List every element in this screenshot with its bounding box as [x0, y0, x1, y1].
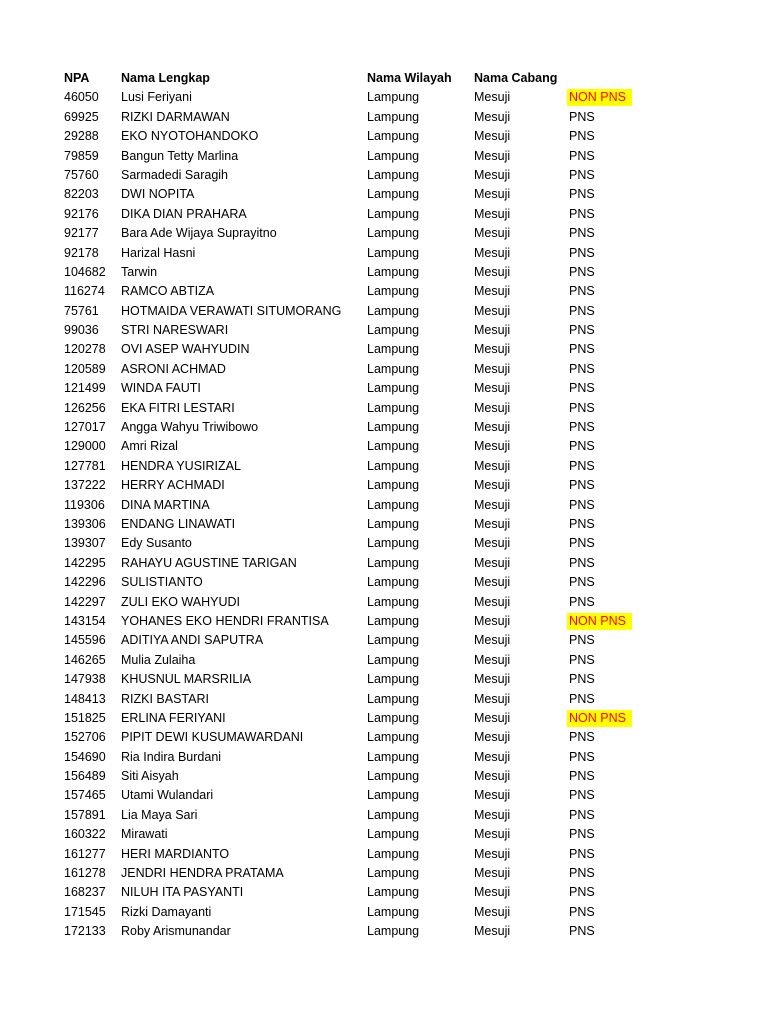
cell-wilayah: Lampung: [367, 885, 420, 900]
cell-wilayah: Lampung: [367, 245, 420, 260]
cell-cabang: Mesuji: [474, 594, 511, 609]
cell-status: PNS: [569, 730, 595, 745]
cell-status: PNS: [569, 187, 595, 202]
cell-npa: 139306: [64, 516, 106, 531]
cell-wilayah: Lampung: [367, 497, 420, 512]
cell-cabang: Mesuji: [474, 245, 511, 260]
cell-nama: HERRY ACHMADI: [121, 478, 225, 493]
cell-nama: Roby Arismunandar: [121, 924, 231, 939]
cell-status: PNS: [569, 400, 595, 415]
table-row: [0, 437, 768, 456]
cell-nama: Lusi Feriyani: [121, 90, 192, 105]
cell-wilayah: Lampung: [367, 420, 420, 435]
cell-npa: 29288: [64, 129, 99, 144]
cell-cabang: Mesuji: [474, 109, 511, 124]
cell-nama: WINDA FAUTI: [121, 381, 201, 396]
cell-cabang: Mesuji: [474, 749, 511, 764]
cell-wilayah: Lampung: [367, 788, 420, 803]
cell-npa: 156489: [64, 769, 106, 784]
table-row: [0, 845, 768, 864]
cell-wilayah: Lampung: [367, 924, 420, 939]
cell-status: PNS: [569, 439, 595, 454]
cell-npa: 157465: [64, 788, 106, 803]
cell-nama: EKO NYOTOHANDOKO: [121, 129, 259, 144]
cell-npa: 119306: [64, 497, 105, 512]
cell-cabang: Mesuji: [474, 497, 511, 512]
table-row: [0, 786, 768, 805]
table-row: [0, 224, 768, 243]
cell-cabang: Mesuji: [474, 478, 511, 493]
cell-nama: Amri Rizal: [121, 439, 178, 454]
cell-status: PNS: [569, 361, 595, 376]
cell-status: PNS: [569, 633, 595, 648]
cell-wilayah: Lampung: [367, 749, 420, 764]
cell-npa: 127781: [64, 458, 106, 473]
cell-wilayah: Lampung: [367, 439, 420, 454]
header-nama-cabang: Nama Cabang: [474, 71, 558, 85]
cell-nama: Siti Aisyah: [121, 769, 179, 784]
table-row: [0, 573, 768, 592]
cell-npa: 82203: [64, 187, 99, 202]
cell-npa: 69925: [64, 109, 99, 124]
cell-nama: Utami Wulandari: [121, 788, 214, 803]
cell-npa: 120278: [64, 342, 106, 357]
cell-npa: 126256: [64, 400, 106, 415]
cell-cabang: Mesuji: [474, 846, 511, 861]
cell-status: PNS: [569, 284, 595, 299]
cell-status: PNS: [569, 846, 595, 861]
cell-status: PNS: [569, 672, 595, 687]
cell-nama: EKA FITRI LESTARI: [121, 400, 235, 415]
cell-status: PNS: [569, 148, 595, 163]
cell-status: NON PNS: [567, 710, 632, 727]
cell-cabang: Mesuji: [474, 400, 511, 415]
table-row: [0, 903, 768, 922]
cell-nama: Mirawati: [121, 827, 168, 842]
cell-status: PNS: [569, 497, 595, 512]
cell-wilayah: Lampung: [367, 516, 420, 531]
cell-npa: 146265: [64, 652, 106, 667]
cell-status: PNS: [569, 788, 595, 803]
table-row: [0, 883, 768, 902]
cell-nama: RAHAYU AGUSTINE TARIGAN: [121, 555, 297, 570]
cell-cabang: Mesuji: [474, 652, 511, 667]
cell-cabang: Mesuji: [474, 672, 511, 687]
cell-npa: 75761: [64, 303, 99, 318]
cell-wilayah: Lampung: [367, 129, 420, 144]
cell-status: NON PNS: [567, 89, 632, 106]
cell-cabang: Mesuji: [474, 691, 511, 706]
cell-nama: RIZKI BASTARI: [121, 691, 209, 706]
cell-nama: RIZKI DARMAWAN: [121, 109, 230, 124]
table-row: [0, 476, 768, 495]
cell-cabang: Mesuji: [474, 187, 511, 202]
cell-npa: 172133: [64, 924, 106, 939]
table-row: [0, 166, 768, 185]
cell-npa: 151825: [64, 710, 106, 725]
cell-npa: 143154: [64, 613, 106, 628]
cell-nama: ENDANG LINAWATI: [121, 516, 236, 531]
cell-cabang: Mesuji: [474, 613, 511, 628]
cell-wilayah: Lampung: [367, 361, 420, 376]
cell-wilayah: Lampung: [367, 458, 420, 473]
cell-wilayah: Lampung: [367, 187, 420, 202]
cell-cabang: Mesuji: [474, 575, 511, 590]
cell-nama: DWI NOPITA: [121, 187, 195, 202]
cell-wilayah: Lampung: [367, 109, 420, 124]
header-nama-lengkap: Nama Lengkap: [121, 71, 210, 85]
cell-status: PNS: [569, 226, 595, 241]
table-row: [0, 321, 768, 340]
cell-wilayah: Lampung: [367, 652, 420, 667]
cell-wilayah: Lampung: [367, 633, 420, 648]
cell-wilayah: Lampung: [367, 148, 420, 163]
table-row: [0, 864, 768, 883]
cell-wilayah: Lampung: [367, 769, 420, 784]
cell-cabang: Mesuji: [474, 555, 511, 570]
cell-npa: 161278: [64, 866, 106, 881]
table-row: [0, 825, 768, 844]
cell-npa: 154690: [64, 749, 106, 764]
cell-status: PNS: [569, 303, 595, 318]
member-table: [0, 69, 768, 942]
cell-npa: 46050: [64, 90, 99, 105]
table-row: [0, 767, 768, 786]
table-row: [0, 418, 768, 437]
cell-npa: 79859: [64, 148, 99, 163]
table-row: [0, 88, 768, 107]
cell-wilayah: Lampung: [367, 613, 420, 628]
cell-status: PNS: [569, 555, 595, 570]
cell-wilayah: Lampung: [367, 866, 420, 881]
cell-wilayah: Lampung: [367, 691, 420, 706]
cell-status: PNS: [569, 904, 595, 919]
cell-npa: 75760: [64, 167, 99, 182]
cell-cabang: Mesuji: [474, 206, 511, 221]
cell-nama: ERLINA FERIYANI: [121, 710, 226, 725]
cell-nama: STRI NARESWARI: [121, 323, 229, 338]
cell-nama: HENDRA YUSIRIZAL: [121, 458, 241, 473]
table-row: [0, 360, 768, 379]
cell-cabang: Mesuji: [474, 381, 511, 396]
cell-npa: 168237: [64, 885, 106, 900]
table-row: [0, 534, 768, 553]
cell-status: PNS: [569, 109, 595, 124]
cell-wilayah: Lampung: [367, 730, 420, 745]
cell-npa: 127017: [64, 420, 106, 435]
table-row: [0, 922, 768, 941]
cell-cabang: Mesuji: [474, 633, 511, 648]
cell-npa: 148413: [64, 691, 106, 706]
cell-cabang: Mesuji: [474, 885, 511, 900]
cell-cabang: Mesuji: [474, 284, 511, 299]
table-row: [0, 631, 768, 650]
cell-status: PNS: [569, 885, 595, 900]
cell-npa: 120589: [64, 361, 106, 376]
cell-npa: 104682: [64, 264, 106, 279]
cell-cabang: Mesuji: [474, 264, 511, 279]
cell-status: PNS: [569, 420, 595, 435]
cell-wilayah: Lampung: [367, 323, 420, 338]
cell-npa: 161277: [64, 846, 106, 861]
cell-cabang: Mesuji: [474, 129, 511, 144]
header-npa: NPA: [64, 71, 90, 85]
cell-cabang: Mesuji: [474, 167, 511, 182]
cell-wilayah: Lampung: [367, 381, 420, 396]
cell-npa: 121499: [64, 381, 106, 396]
cell-nama: Sarmadedi Saragih: [121, 167, 229, 182]
table-row: [0, 651, 768, 670]
cell-npa: 116274: [64, 284, 105, 299]
cell-wilayah: Lampung: [367, 90, 420, 105]
cell-npa: 92178: [64, 245, 99, 260]
cell-nama: Edy Susanto: [121, 536, 192, 551]
cell-cabang: Mesuji: [474, 148, 511, 163]
cell-nama: NILUH ITA PASYANTI: [121, 885, 244, 900]
table-row: [0, 108, 768, 127]
cell-npa: 157891: [64, 807, 106, 822]
cell-status: PNS: [569, 516, 595, 531]
cell-npa: 129000: [64, 439, 106, 454]
cell-cabang: Mesuji: [474, 303, 511, 318]
cell-nama: DIKA DIAN PRAHARA: [121, 206, 247, 221]
cell-status: PNS: [569, 691, 595, 706]
cell-npa: 142296: [64, 575, 106, 590]
table-row: [0, 340, 768, 359]
cell-nama: RAMCO ABTIZA: [121, 284, 215, 299]
table-row: [0, 263, 768, 282]
cell-cabang: Mesuji: [474, 710, 511, 725]
cell-wilayah: Lampung: [367, 303, 420, 318]
cell-npa: 152706: [64, 730, 106, 745]
cell-status: PNS: [569, 924, 595, 939]
cell-cabang: Mesuji: [474, 226, 511, 241]
cell-wilayah: Lampung: [367, 284, 420, 299]
header-nama-wilayah: Nama Wilayah: [367, 71, 452, 85]
cell-cabang: Mesuji: [474, 361, 511, 376]
table-row: [0, 496, 768, 515]
cell-status: PNS: [569, 807, 595, 822]
cell-wilayah: Lampung: [367, 555, 420, 570]
cell-cabang: Mesuji: [474, 827, 511, 842]
table-row: [0, 728, 768, 747]
cell-npa: 92176: [64, 206, 99, 221]
cell-status: PNS: [569, 575, 595, 590]
cell-npa: 92177: [64, 226, 99, 241]
cell-cabang: Mesuji: [474, 90, 511, 105]
cell-nama: HOTMAIDA VERAWATI SITUMORANG: [121, 303, 342, 318]
table-row: [0, 185, 768, 204]
cell-status: PNS: [569, 167, 595, 182]
cell-status: PNS: [569, 206, 595, 221]
cell-status: PNS: [569, 594, 595, 609]
cell-nama: ASRONI ACHMAD: [121, 361, 226, 376]
cell-cabang: Mesuji: [474, 807, 511, 822]
cell-status: PNS: [569, 478, 595, 493]
cell-wilayah: Lampung: [367, 342, 420, 357]
cell-status: PNS: [569, 866, 595, 881]
table-row: [0, 612, 768, 631]
cell-status: PNS: [569, 323, 595, 338]
cell-status: PNS: [569, 381, 595, 396]
table-row: [0, 282, 768, 301]
table-row: [0, 244, 768, 263]
cell-wilayah: Lampung: [367, 827, 420, 842]
cell-nama: Bara Ade Wijaya Suprayitno: [121, 226, 277, 241]
table-row: [0, 515, 768, 534]
table-header-row: [0, 69, 768, 88]
table-row: [0, 379, 768, 398]
cell-nama: YOHANES EKO HENDRI FRANTISA: [121, 613, 329, 628]
cell-npa: 142297: [64, 594, 106, 609]
cell-nama: Mulia Zulaiha: [121, 652, 196, 667]
cell-wilayah: Lampung: [367, 904, 420, 919]
table-row: [0, 457, 768, 476]
cell-cabang: Mesuji: [474, 730, 511, 745]
cell-status: PNS: [569, 458, 595, 473]
cell-cabang: Mesuji: [474, 788, 511, 803]
cell-cabang: Mesuji: [474, 769, 511, 784]
table-row: [0, 593, 768, 612]
cell-cabang: Mesuji: [474, 924, 511, 939]
cell-cabang: Mesuji: [474, 536, 511, 551]
table-row: [0, 709, 768, 728]
cell-cabang: Mesuji: [474, 342, 511, 357]
cell-status: PNS: [569, 769, 595, 784]
cell-wilayah: Lampung: [367, 807, 420, 822]
cell-status: PNS: [569, 652, 595, 667]
cell-status: PNS: [569, 129, 595, 144]
table-body: [0, 88, 768, 941]
cell-wilayah: Lampung: [367, 264, 420, 279]
cell-npa: 99036: [64, 323, 99, 338]
cell-nama: ZULI EKO WAHYUDI: [121, 594, 240, 609]
cell-nama: Tarwin: [121, 264, 158, 279]
cell-wilayah: Lampung: [367, 594, 420, 609]
table-row: [0, 127, 768, 146]
table-row: [0, 748, 768, 767]
cell-cabang: Mesuji: [474, 866, 511, 881]
table-row: [0, 670, 768, 689]
cell-cabang: Mesuji: [474, 323, 511, 338]
cell-status: PNS: [569, 536, 595, 551]
cell-npa: 147938: [64, 672, 106, 687]
cell-cabang: Mesuji: [474, 439, 511, 454]
cell-npa: 160322: [64, 827, 106, 842]
cell-wilayah: Lampung: [367, 167, 420, 182]
cell-wilayah: Lampung: [367, 206, 420, 221]
cell-nama: Rizki Damayanti: [121, 904, 212, 919]
cell-status: PNS: [569, 264, 595, 279]
cell-status: PNS: [569, 245, 595, 260]
table-row: [0, 690, 768, 709]
cell-nama: HERI MARDIANTO: [121, 846, 230, 861]
cell-nama: Ria Indira Burdani: [121, 749, 222, 764]
cell-npa: 145596: [64, 633, 106, 648]
table-row: [0, 806, 768, 825]
cell-wilayah: Lampung: [367, 478, 420, 493]
table-row: [0, 554, 768, 573]
cell-npa: 142295: [64, 555, 106, 570]
table-row: [0, 147, 768, 166]
cell-wilayah: Lampung: [367, 400, 420, 415]
table-row: [0, 205, 768, 224]
cell-nama: KHUSNUL MARSRILIA: [121, 672, 252, 687]
cell-nama: Angga Wahyu Triwibowo: [121, 420, 259, 435]
cell-wilayah: Lampung: [367, 710, 420, 725]
cell-wilayah: Lampung: [367, 575, 420, 590]
cell-status: PNS: [569, 827, 595, 842]
cell-npa: 171545: [64, 904, 106, 919]
cell-cabang: Mesuji: [474, 420, 511, 435]
cell-wilayah: Lampung: [367, 226, 420, 241]
cell-nama: DINA MARTINA: [121, 497, 210, 512]
cell-nama: JENDRI HENDRA PRATAMA: [121, 866, 284, 881]
cell-npa: 139307: [64, 536, 106, 551]
cell-cabang: Mesuji: [474, 904, 511, 919]
cell-nama: Harizal Hasni: [121, 245, 196, 260]
cell-nama: PIPIT DEWI KUSUMAWARDANI: [121, 730, 304, 745]
cell-nama: SULISTIANTO: [121, 575, 203, 590]
cell-wilayah: Lampung: [367, 846, 420, 861]
cell-cabang: Mesuji: [474, 516, 511, 531]
cell-status: NON PNS: [567, 613, 632, 630]
cell-npa: 137222: [64, 478, 106, 493]
cell-nama: Lia Maya Sari: [121, 807, 198, 822]
cell-cabang: Mesuji: [474, 458, 511, 473]
table-row: [0, 302, 768, 321]
cell-nama: ADITIYA ANDI SAPUTRA: [121, 633, 264, 648]
cell-wilayah: Lampung: [367, 672, 420, 687]
cell-status: PNS: [569, 342, 595, 357]
cell-nama: Bangun Tetty Marlina: [121, 148, 239, 163]
cell-nama: OVI ASEP WAHYUDIN: [121, 342, 250, 357]
cell-wilayah: Lampung: [367, 536, 420, 551]
table-row: [0, 399, 768, 418]
cell-status: PNS: [569, 749, 595, 764]
